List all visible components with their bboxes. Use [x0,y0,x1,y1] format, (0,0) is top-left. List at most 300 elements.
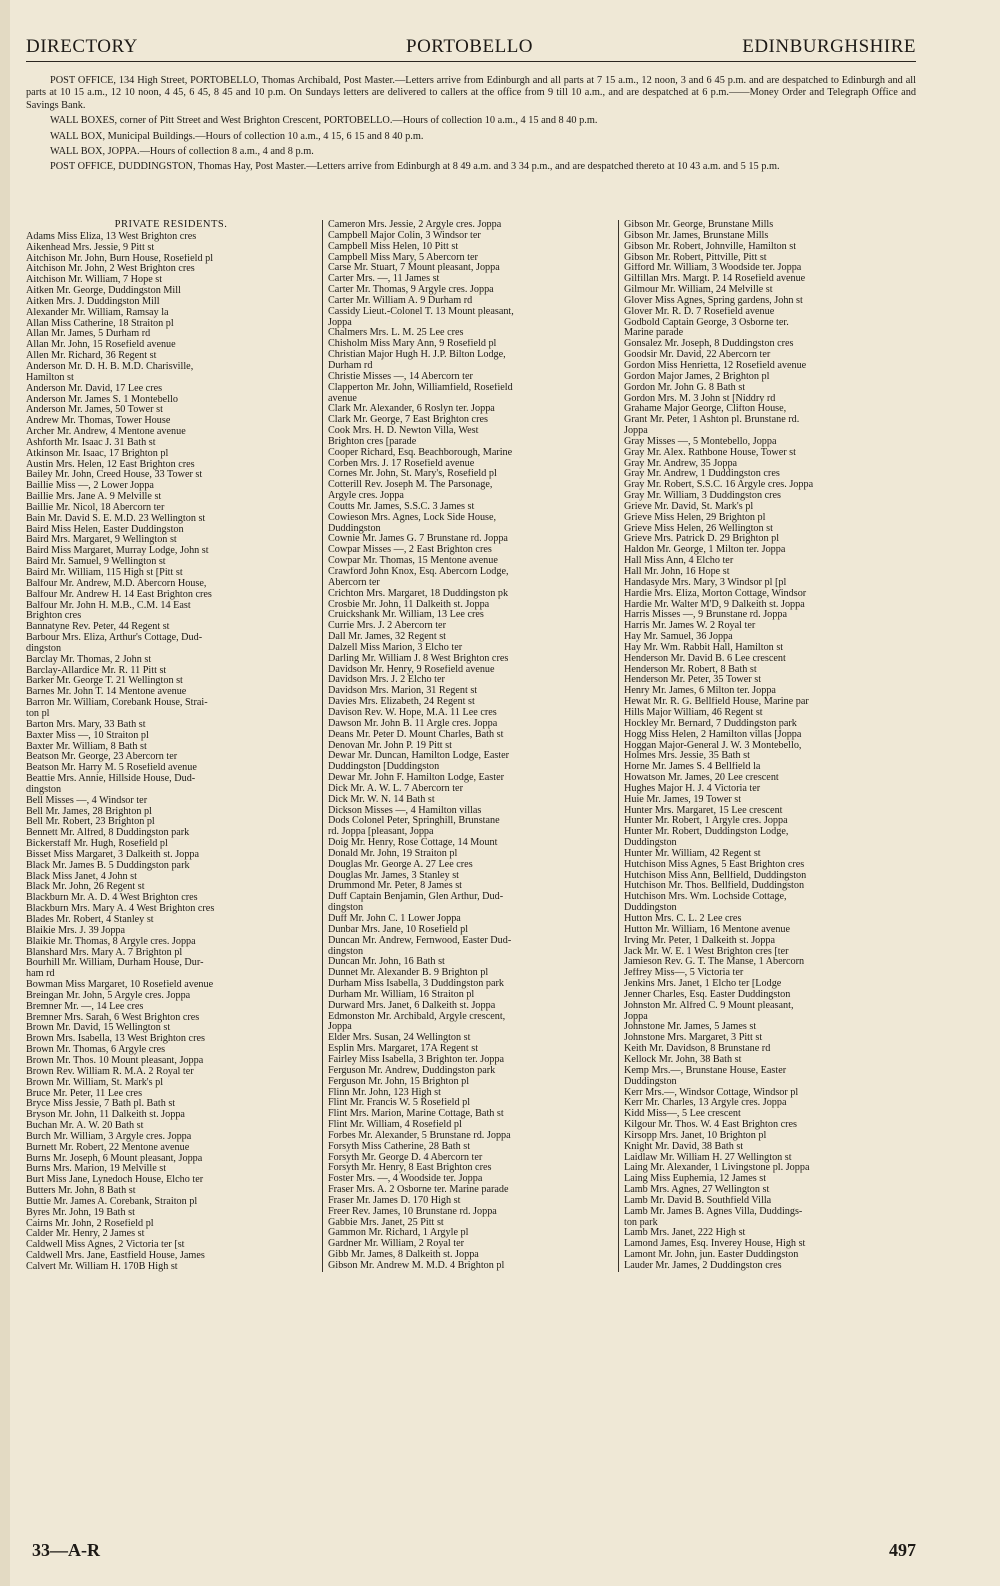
wall-boxes-notice: WALL BOXES, corner of Pitt Street and West Brighton Crescent, PORTOBELLO.—Hours of collection 10 a.m., 4 15 and 8 40 p.m. [50,115,598,127]
resident-entry: Lamont Mr. John, jun. Easter Duddingston [624,1250,799,1261]
resident-entry: Horne Mr. James S. 4 Bellfield la [624,762,761,773]
resident-entry: Baxter Mr. William, 8 Bath st [26,741,147,752]
resident-entry: Grant Mr. Peter, 1 Ashton pl. Brunstane rd. [624,415,800,426]
resident-entry: Durham Mr. William, 16 Straiton pl [328,989,475,1000]
resident-entry: Hardie Mr. Walter M'D, 9 Dalkeith st. Joppa [624,599,805,610]
resident-entry: Johnstone Mrs. Margaret, 3 Pitt st [624,1033,763,1044]
resident-entry: Esplin Mrs. Margaret, 17A Regent st [328,1044,479,1055]
resident-entry: Goodsir Mr. David, 22 Abercorn ter [624,350,771,361]
resident-entry: Aitchison Mr. John, Burn House, Rosefield pl [26,253,214,264]
resident-entry: Bell Mr. Robert, 23 Brighton pl [26,817,155,828]
resident-entry: Aitken Mrs. J. Duddingston Mill [26,296,160,307]
resident-entry: Aitchison Mr. John, 2 West Brighton cres [26,264,195,275]
resident-entry: Barbour Mrs. Eliza, Arthur's Cottage, Dud- [26,633,203,644]
resident-entry: Ashforth Mr. Isaac J. 31 Bath st [26,437,156,448]
resident-entry: Caldwell Mrs. Jane, Eastfield House, James [26,1251,205,1262]
resident-entry: Davidson Mrs. J. 2 Elcho ter [328,675,445,686]
resident-entry: Elder Mrs. Susan, 24 Wellington st [328,1033,471,1044]
resident-entry: Allan Mr. James, 5 Durham rd [26,329,151,340]
resident-entry: Brown Mrs. Isabella, 13 West Brighton cres [26,1034,205,1045]
resident-entry: Durham rd [328,360,373,371]
resident-entry: Hall Mr. John, 16 Hope st [624,567,730,577]
resident-entry: Hutton Mr. William, 16 Mentone avenue [624,924,791,935]
resident-entry: Gonsalez Mr. Joseph, 8 Duddingston cres [624,339,794,350]
resident-entry: Joppa [328,1022,352,1033]
resident-entry: Cameron Mrs. Jessie, 2 Argyle cres. Joppa [328,220,502,230]
resident-entry: Crichton Mrs. Margaret, 18 Duddingston pk [328,588,509,599]
residents-column-2 [322,220,612,1272]
resident-entry: Fraser Mr. James D. 170 High st [328,1195,461,1206]
resident-entry: Duddingston [624,838,677,849]
resident-entry: Jack Mr. W. E. 1 West Brighton cres [ter [624,946,789,957]
resident-entry: Kemp Mrs.—, Brunstane House, Easter [624,1065,787,1076]
resident-entry: Laidlaw Mr. William H. 27 Wellington st [624,1152,792,1163]
resident-entry: Gibb Mr. James, 8 Dalkeith st. Joppa [328,1250,479,1261]
resident-entry: Adams Miss Eliza, 13 West Brighton cres [26,231,197,242]
resident-entry: Holmes Mrs. Jessie, 35 Bath st [624,751,750,762]
page-number: 497 [889,1540,916,1560]
resident-entry: Carse Mr. Stuart, 7 Mount pleasant, Joppa [328,263,500,274]
resident-entry: Hughes Major H. J. 4 Victoria ter [624,783,761,794]
resident-entry: Jenkins Mrs. Janet, 1 Elcho ter [Lodge [624,979,782,990]
resident-entry: Brown Mr. Thomas, 6 Argyle cres [26,1045,166,1056]
resident-entry: Argyle cres. Joppa [328,491,404,502]
wall-box-municipal-notice: WALL BOX, Municipal Buildings.—Hours of collection 10 a.m., 4 15, 6 15 and 8 40 p.m. [50,130,424,142]
resident-entry: Duddingston [624,1076,677,1087]
resident-entry: Baird Miss Helen, Easter Duddingston [26,524,184,535]
resident-entry: Gammon Mr. Richard, 1 Argyle pl [328,1228,469,1239]
resident-entry: Deans Mr. Peter D. Mount Charles, Bath st [328,729,504,740]
running-header [26,36,916,60]
resident-entry: Christian Major Hugh H. J.P. Bilton Lodge, [328,350,506,361]
resident-entry: Fraser Mrs. A. 2 Osborne ter. Marine parade [328,1185,509,1196]
resident-entry: Freer Rev. James, 10 Brunstane rd. Joppa [328,1206,497,1217]
binding-edge [0,0,10,1586]
resident-entry: Darling Mr. William J. 8 West Brighton cres [328,653,509,664]
resident-entry: Barron Mr. William, Corebank House, Strai- [26,698,208,709]
resident-entry: Duddingston [624,903,677,914]
resident-entry: Edmonston Mr. Archibald, Argyle crescent, [328,1011,506,1022]
resident-entry: Cownie Mr. James G. 7 Brunstane rd. Joppa [328,534,508,545]
resident-entry: Forsyth Miss Catherine, 28 Bath st [328,1141,471,1152]
resident-entry: Anderson Mr. David, 17 Lee cres [26,383,163,394]
resident-entry: Cruickshank Mr. William, 13 Lee cres [328,610,484,621]
resident-entry: Anderson Mr. James, 50 Tower st [26,405,163,416]
resident-entry: Dewar Mr. Duncan, Hamilton Lodge, Easter [328,751,510,762]
resident-entry: Gardner Mr. William, 2 Royal ter [328,1239,465,1250]
resident-entry: Baillie Mr. Nicol, 18 Abercorn ter [26,502,165,513]
resident-entry: ton park [624,1217,658,1228]
resident-entry: Breingan Mr. John, 5 Argyle cres. Joppa [26,990,191,1001]
resident-entry: Gordon Mr. John G. 8 Bath st [624,382,746,393]
resident-entry: Bain Mr. David S. E. M.D. 23 Wellington st [26,513,206,524]
resident-entry: Flinn Mr. John, 123 High st [328,1087,441,1098]
duddingston-post-office-notice: POST OFFICE, DUDDINGSTON, Thomas Hay, Post Master.—Letters arrive from Edinburgh at 8 49 a.m. and 3 34 p.m., and are despatched thereto at 10 43 a.m. and 5 15 p.m. [50,161,780,173]
resident-entry: Gray Mr. Andrew, 1 Duddingston cres [624,469,780,480]
residents-column-1 [26,220,316,1273]
resident-entry: Dawson Mr. John B. 11 Argle cres. Joppa [328,718,498,729]
resident-entry: ham rd [26,969,55,980]
resident-entry: Blackburn Mr. A. D. 4 West Brighton cres [26,893,198,904]
resident-entry: Black Mr. James B. 5 Duddingston park [26,860,190,871]
resident-entry: Kidd Miss—, 5 Lee crescent [624,1109,741,1120]
resident-entry: Cassidy Lieut.-Colonel T. 13 Mount pleasant, [328,306,514,317]
resident-entry: Archer Mr. Andrew, 4 Mentone avenue [26,427,186,438]
postal-notices [26,75,916,177]
resident-entry: Hoggan Major-General J. W. 3 Montebello, [624,740,802,751]
resident-entry: Dalzell Miss Marion, 3 Elcho ter [328,642,463,653]
resident-entry: Douglas Mr. George A. 27 Lee cres [328,859,473,870]
section-title: PRIVATE RESIDENTS. [114,219,228,230]
resident-entry: Grieve Mr. David, St. Mark's pl [624,501,754,512]
resident-entry: Haldon Mr. George, 1 Milton ter. Joppa [624,545,786,556]
resident-entry: Cotterill Rev. Joseph M. The Parsonage, [328,480,493,491]
resident-entry: Kilgour Mr. Thos. W. 4 East Brighton cres [624,1120,797,1131]
resident-entry: Jenner Charles, Esq. Easter Duddingston [624,989,791,1000]
resident-entry: Abercorn ter [328,577,380,588]
resident-entry: Anderson Mr. D. H. B. M.D. Charisville, [26,361,194,372]
resident-entry: Hay Mr. Wm. Rabbit Hall, Hamilton st [624,642,784,653]
resident-entry: Andrew Mr. Thomas, Tower House [26,416,171,427]
resident-entry: Hutchison Miss Agnes, 5 East Brighton cres [624,859,805,870]
resident-entry: avenue [328,393,357,404]
resident-entry: Clark Mr. George, 7 East Brighton cres [328,415,488,426]
resident-entry: Forsyth Mr. George D. 4 Abercorn ter [328,1152,483,1163]
resident-entry: Burch Mr. William, 3 Argyle cres. Joppa [26,1131,192,1142]
resident-entry: Gibson Mr. Andrew M. M.D. 4 Brighton pl [328,1261,505,1271]
resident-entry: Bailey Mr. John, Creed House, 33 Tower st [26,470,203,481]
resident-entry: Bisset Miss Margaret, 3 Dalkeith st. Joppa [26,849,199,860]
resident-entry: Bickerstaff Mr. Hugh, Rosefield pl [26,839,168,850]
resident-entry: Cooper Richard, Esq. Beachborough, Marine [328,447,513,458]
post-office-notice: POST OFFICE, 134 High Street, PORTOBELLO, Thomas Archibald, Post Master.—Letters arrive from Edinburgh and all parts at 7 15 a.m., 12 noon, 3 and 6 45 p.m. and are despatched to Edinburgh and all parts at 10 15 a.m., 12 10 noon, 4 45, 6 45, 8 45 and 10 p.m. On Sundays letters are delivered to callers at the office from 9 till 10 a.m., and are despatched at 6 p.m.——Money Order and Telegraph Office and Savings Bank. [26,75,916,111]
resident-entry: Lauder Mr. James, 2 Duddingston cres [624,1261,782,1271]
resident-entry: Gordon Mrs. M. 3 John st [Niddry rd [624,393,776,404]
resident-entry: Anderson Mr. James S. 1 Montebello [26,394,178,405]
resident-entry: Howatson Mr. James, 20 Lee crescent [624,773,779,784]
resident-entry: Ferguson Mr. John, 15 Brighton pl [328,1076,470,1087]
resident-entry: Jeffrey Miss—, 5 Victoria ter [624,968,744,979]
resident-entry: Campbell Major Colin, 3 Windsor ter [328,230,481,241]
resident-entry: rd. Joppa [pleasant, Joppa [328,827,434,838]
resident-entry: Bennett Mr. Alfred, 8 Duddingston park [26,828,190,839]
resident-entry: Godbold Captain George, 3 Osborne ter. [624,317,789,328]
resident-entry: Aitchison Mr. William, 7 Hope st [26,275,163,286]
resident-entry: Kerr Mr. Charles, 13 Argyle cres. Joppa [624,1098,787,1109]
resident-entry: Glover Mr. R. D. 7 Rosefield avenue [624,306,775,317]
resident-entry: Brighton cres [parade [328,436,417,447]
resident-entry: dingston [26,643,62,654]
resident-entry: Blanshard Mrs. Mary A. 7 Brighton pl [26,947,183,958]
resident-entry: Calvert Mr. William H. 170B High st [26,1262,178,1272]
resident-entry: Balfour Mr. John H. M.B., C.M. 14 East [26,600,191,611]
resident-entry: Lamond James, Esq. Inverey House, High st [624,1239,806,1250]
resident-entry: Bannatyne Rev. Peter, 44 Regent st [26,622,170,633]
resident-entry: Hunter Mr. Robert, Duddingston Lodge, [624,827,789,838]
resident-entry: Blaikie Mrs. J. 39 Joppa [26,925,126,936]
resident-entry: Hogg Miss Helen, 2 Hamilton villas [Joppa [624,729,802,740]
resident-entry: Crawford John Knox, Esq. Abercorn Lodge, [328,567,509,577]
resident-entry: Beatson Mr. Harry M. 5 Rosefield avenue [26,763,197,774]
resident-entry: Hewat Mr. R. G. Bellfield House, Marine par [624,697,809,708]
resident-entry: Grieve Mrs. Patrick D. 29 Brighton pl [624,534,780,545]
resident-entry: Blackburn Mrs. Mary A. 4 West Brighton cres [26,904,215,915]
resident-entry: Chalmers Mrs. L. M. 25 Lee cres [328,328,464,339]
resident-entry: Allan Mr. John, 15 Rosefield avenue [26,340,176,351]
resident-entry: Bremner Mr. —, 14 Lee cres [26,1001,144,1012]
resident-entry: Aitken Mr. George, Duddingston Mill [26,286,181,297]
resident-entry: Coutts Mr. James, S.S.C. 3 James st [328,501,475,512]
resident-entry: Henry Mr. James, 6 Milton ter. Joppa [624,686,776,697]
resident-entry: Burt Miss Jane, Lynedoch House, Elcho ter [26,1175,204,1186]
resident-entry: Baillie Miss —, 2 Lower Joppa [26,481,154,492]
resident-entry: Fairley Miss Isabella, 3 Brighton ter. Joppa [328,1054,504,1065]
resident-entry: Allen Mr. Richard, 36 Regent st [26,351,157,362]
resident-entry: Barker Mr. George T. 21 Wellington st [26,676,183,687]
resident-entry: Gibson Mr. Robert, Johnville, Hamilton st [624,241,797,252]
resident-entry: Baillie Mrs. Jane A. 9 Melville st [26,492,162,503]
resident-entry: Beatson Mr. George, 23 Abercorn ter [26,752,178,763]
resident-entry: Gilmour Mr. William, 24 Melville st [624,285,773,296]
resident-entry: Crosbie Mr. John, 11 Dalkeith st. Joppa [328,599,490,610]
resident-entry: Butters Mr. John, 8 Bath st [26,1186,136,1197]
resident-entry: Irving Mr. Peter, 1 Dalkeith st. Joppa [624,935,775,946]
resident-entry: Duff Mr. John C. 1 Lower Joppa [328,914,461,924]
resident-entry: Keith Mr. Davidson, 8 Brunstane rd [624,1044,771,1055]
resident-entry: Hutchison Mr. Thos. Bellfield, Duddingston [624,881,805,892]
resident-entry: Barnes Mr. John T. 14 Mentone avenue [26,687,187,698]
resident-entry: Flint Mr. William, 4 Rosefield pl [328,1120,462,1131]
resident-entry: Barclay-Allardice Mr. R. 11 Pitt st [26,665,167,676]
resident-entry: Hunter Mr. William, 42 Regent st [624,848,761,859]
resident-entry: Hutchison Miss Ann, Bellfield, Duddingston [624,870,807,881]
resident-entry: Denovan Mr. John P. 19 Pitt st [328,740,452,751]
resident-entry: Brown Mr. William, St. Mark's pl [26,1077,164,1088]
resident-entry: Gray Mr. Robert, S.S.C. 16 Argyle cres. Joppa [624,480,814,491]
resident-entry: Knight Mr. David, 38 Bath st [624,1141,744,1152]
resident-entry: Cornes Mr. John, St. Mary's, Rosefield pl [328,469,497,480]
resident-entry: Balfour Mr. Andrew H. 14 East Brighton cres [26,589,212,600]
resident-entry: Bruce Mr. Peter, 11 Lee cres [26,1088,143,1099]
residents-column-3 [618,220,908,1272]
resident-entry: Davidson Mr. Henry, 9 Rosefield avenue [328,664,495,675]
resident-entry: Forbes Mr. Alexander, 5 Brunstane rd. Joppa [328,1130,511,1141]
resident-entry: Baird Mr. Samuel, 9 Wellington st [26,557,166,568]
resident-entry: Burnett Mr. Robert, 22 Mentone avenue [26,1142,190,1153]
resident-entry: Henderson Mr. Robert, 8 Bath st [624,664,757,675]
resident-entry: Ferguson Mr. Andrew, Duddingston park [328,1065,496,1076]
resident-entry: Hutchison Mrs. Wm. Lochside Cottage, [624,892,787,903]
resident-entry: Calder Mr. Henry, 2 James st [26,1229,145,1240]
signature-mark: 33—A-R [32,1540,100,1560]
resident-entry: Gifford Mr. William, 3 Woodside ter. Joppa [624,263,802,274]
resident-entry: Grieve Miss Helen, 26 Wellington st [624,523,773,534]
resident-entry: Christie Misses —, 14 Abercorn ter [328,371,473,382]
resident-entry: Burns Mr. Joseph, 6 Mount pleasant, Joppa [26,1153,203,1164]
resident-entry: Doig Mr. Henry, Rose Cottage, 14 Mount [328,838,498,849]
resident-entry: Hay Mr. Samuel, 36 Joppa [624,632,733,643]
resident-entry: Grahame Major George, Clifton House, [624,404,787,415]
resident-entry: Hills Major William, 46 Regent st [624,707,763,718]
resident-entry: Baxter Miss —, 10 Straiton pl [26,730,149,741]
resident-entry: Dick Mr. W. N. 14 Bath st [328,794,435,805]
resident-entry: Clapperton Mr. John, Williamfield, Rosefield [328,382,513,393]
resident-entry: Duddingston [Duddingston [328,762,440,773]
resident-entry: Bourhill Mr. William, Durham House, Dur- [26,958,204,969]
wall-box-joppa-notice: WALL BOX, JOPPA.—Hours of collection 8 a.m., 4 and 8 p.m. [50,146,314,158]
resident-entry: Kellock Mr. John, 38 Bath st [624,1054,742,1065]
resident-entry: Brown Rev. William R. M.A. 2 Royal ter [26,1066,194,1077]
resident-entry: Byres Mr. John, 19 Bath st [26,1207,135,1218]
resident-entry: Bryson Mr. John, 11 Dalkeith st. Joppa [26,1110,185,1121]
resident-entry: Carter Mrs. —, 11 James st [328,274,440,285]
header-left: DIRECTORY [26,36,138,57]
resident-entry: Baird Mrs. Margaret, 9 Wellington st [26,535,177,546]
resident-entry: Dall Mr. James, 32 Regent st [328,632,446,643]
resident-entry: Bryce Miss Jessie, 7 Bath pl. Bath st [26,1099,176,1110]
resident-entry: Davison Rev. W. Hope, M.A. 11 Lee cres [328,707,497,718]
resident-entry: Atkinson Mr. Isaac, 17 Brighton pl [26,448,169,459]
resident-entry: Joppa [624,426,648,437]
header-right: EDINBURGHSHIRE [742,36,916,57]
resident-entry: Gray Misses —, 5 Montebello, Joppa [624,436,777,447]
resident-entry: Durham Miss Isabella, 3 Duddingston park [328,979,504,990]
resident-entry: Gilfillan Mrs. Margt. P. 14 Rosefield avenue [624,274,806,285]
resident-entry: Hardie Mrs. Eliza, Morton Cottage, Windsor [624,588,807,599]
resident-entry: Black Miss Janet, 4 John st [26,871,137,882]
resident-entry: Duff Captain Benjamin, Glen Arthur, Dud- [328,892,504,903]
resident-entry: Davies Mrs. Elizabeth, 24 Regent st [328,697,475,708]
resident-entry: Joppa [328,317,352,328]
resident-entry: Joppa [624,1011,648,1022]
resident-entry: Johnstone Mr. James, 5 James st [624,1022,757,1033]
resident-entry: Gabbie Mrs. Janet, 25 Pitt st [328,1217,444,1228]
resident-entry: Duncan Mr. Andrew, Fernwood, Easter Dud- [328,935,512,946]
resident-entry: Aikenhead Mrs. Jessie, 9 Pitt st [26,242,155,253]
resident-entry: dingston [328,903,364,914]
resident-entry: dingston [328,946,364,957]
resident-entry: Gibson Mr. Robert, Pittville, Pitt st [624,252,767,263]
resident-entry: Drummond Mr. Peter, 8 James st [328,881,462,892]
resident-entry: Flint Mr. Francis W. 5 Rosefield pl [328,1098,471,1109]
resident-entry: Johnston Mr. Alfred C. 9 Mount pleasant, [624,1000,794,1011]
resident-entry: Black Mr. John, 26 Regent st [26,882,145,893]
resident-entry: Corben Mrs. J. 17 Rosefield avenue [328,458,475,469]
resident-entry: Dick Mr. A. W. L. 7 Abercorn ter [328,783,463,794]
resident-entry: Caldwell Miss Agnes, 2 Victoria ter [st [26,1240,185,1251]
resident-entry: Bell Misses —, 4 Windsor ter [26,795,148,806]
resident-entry: Allan Miss Catherine, 18 Straiton pl [26,318,174,329]
resident-entry: Douglas Mr. James, 3 Stanley st [328,870,460,881]
resident-entry: Henderson Mr. David B. 6 Lee crescent [624,653,786,664]
resident-entry: Gibson Mr. James, Brunstane Mills [624,230,769,241]
resident-entry: Cowpar Mr. Thomas, 15 Mentone avenue [328,556,498,567]
resident-entry: Brown Mr. Thos. 10 Mount pleasant, Joppa [26,1055,204,1066]
resident-entry: Duddingston [328,523,381,534]
resident-entry: Cairns Mr. John, 2 Rosefield pl [26,1218,154,1229]
resident-entry: Austin Mrs. Helen, 12 East Brighton cres [26,459,195,470]
resident-entry: Gordon Miss Henrietta, 12 Rosefield avenue [624,360,807,371]
resident-entry: Dunbar Mrs. Jane, 10 Rosefield pl [328,924,469,935]
resident-entry: Gray Mr. Alex. Rathbone House, Tower st [624,447,796,458]
resident-entry: Cowpar Misses —, 2 East Brighton cres [328,545,492,556]
resident-entry: Carter Mr. William A. 9 Durham rd [328,295,473,306]
resident-entry: Marine parade [624,328,684,339]
resident-entry: Hockley Mr. Bernard, 7 Duddingston park [624,718,797,729]
resident-entry: Buttie Mr. James A. Corebank, Straiton pl [26,1196,198,1207]
resident-entry: Kerr Mrs.—, Windsor Cottage, Windsor pl [624,1087,799,1098]
resident-entry: Beattie Mrs. Annie, Hillside House, Dud- [26,774,196,785]
resident-entry: Gray Mr. William, 3 Duddingston cres [624,491,782,502]
resident-entry: Brown Mr. David, 15 Wellington st [26,1023,171,1034]
resident-entry: Brighton cres [26,611,82,622]
resident-entry: Henderson Mr. Peter, 35 Tower st [624,675,762,686]
resident-entry: Hamilton st [26,372,74,383]
resident-entry: Flint Mrs. Marion, Marine Cottage, Bath st [328,1109,504,1120]
resident-entry: Bremner Mrs. Sarah, 6 West Brighton cres [26,1012,200,1023]
resident-entry: Jamieson Rev. G. T. The Manse, 1 Abercorn [624,957,805,968]
resident-entry: Lamb Mr. James B. Agnes Villa, Duddings- [624,1206,803,1217]
resident-entry: Huie Mr. James, 19 Tower st [624,794,742,805]
resident-entry: Cook Mrs. H. D. Newton Villa, West [328,426,479,437]
resident-entry: Kirsopp Mrs. Janet, 10 Brighton pl [624,1130,767,1141]
resident-entry: Forsyth Mr. Henry, 8 East Brighton cres [328,1163,492,1174]
resident-entry: Handasyde Mrs. Mary, 3 Windsor pl [pl [624,577,787,588]
resident-entry: Hunter Mr. Robert, 1 Argyle cres. Joppa [624,816,788,827]
resident-entry: Lamb Mr. David B. Southfield Villa [624,1195,772,1206]
resident-entry: Gibson Mr. George, Brunstane Mills [624,220,774,230]
resident-entry: Dickson Misses —, 4 Hamilton villas [328,805,482,816]
resident-entry: Gordon Major James, 2 Brighton pl [624,371,770,382]
resident-entry: Davidson Mrs. Marion, 31 Regent st [328,686,478,697]
resident-entry: Clark Mr. Alexander, 6 Roslyn ter. Joppa [328,404,495,415]
resident-entry: Harris Misses —, 9 Brunstane rd. Joppa [624,610,787,621]
resident-entry: Campbell Miss Mary, 5 Abercorn ter [328,252,478,263]
resident-entry: Laing Miss Euphemia, 12 James st [624,1174,767,1185]
resident-entry: Donald Mr. John, 19 Straiton pl [328,848,458,859]
resident-entry: Barclay Mr. Thomas, 2 John st [26,654,152,665]
resident-entry: Campbell Miss Helen, 10 Pitt st [328,241,459,252]
resident-entry: Duncan Mr. John, 16 Bath st [328,957,445,968]
resident-entry: Bell Mr. James, 28 Brighton pl [26,806,152,817]
resident-entry: Barton Mrs. Mary, 33 Bath st [26,719,146,730]
resident-entry: Dewar Mr. John F. Hamilton Lodge, Easter [328,773,505,784]
resident-entry: Dods Colonel Peter, Springhill, Brunstane [328,816,500,827]
resident-entry: Foster Mrs. —, 4 Woodside ter. Joppa [328,1174,483,1185]
resident-entry: Carter Mr. Thomas, 9 Argyle cres. Joppa [328,285,494,296]
header-rule [26,61,916,62]
resident-entry: Buchan Mr. A. W. 20 Bath st [26,1121,144,1132]
resident-entry: Bowman Miss Margaret, 10 Rosefield avenue [26,980,214,991]
resident-entry: Gray Mr. Andrew, 35 Joppa [624,458,738,469]
resident-entry: Blaikie Mr. Thomas, 8 Argyle cres. Joppa [26,936,196,947]
resident-entry: Baird Miss Margaret, Murray Lodge, John st [26,546,209,557]
resident-entry: Blades Mr. Robert, 4 Stanley st [26,915,154,925]
resident-entry: Lamb Mrs. Janet, 222 High st [624,1228,746,1239]
resident-entry: Currie Mrs. J. 2 Abercorn ter [328,621,446,632]
directory-page [26,36,916,1560]
resident-entry: Grieve Miss Helen, 29 Brighton pl [624,512,766,523]
resident-entry: Alexander Mr. William, Ramsay la [26,307,169,318]
resident-entry: dingston [26,784,62,795]
resident-entry: Chisholm Miss Mary Ann, 9 Rosefield pl [328,339,497,350]
resident-entry: Hutton Mrs. C. L. 2 Lee cres [624,914,742,924]
resident-entry: Hunter Mrs. Margaret, 15 Lee crescent [624,805,783,816]
resident-entry: ton pl [26,708,50,719]
resident-entry: Laing Mr. Alexander, 1 Livingstone pl. Joppa [624,1163,810,1174]
resident-entry: Harris Mr. James W. 2 Royal ter [624,621,756,632]
resident-entry: Durward Mrs. Janet, 6 Dalkeith st. Joppa [328,1000,496,1011]
